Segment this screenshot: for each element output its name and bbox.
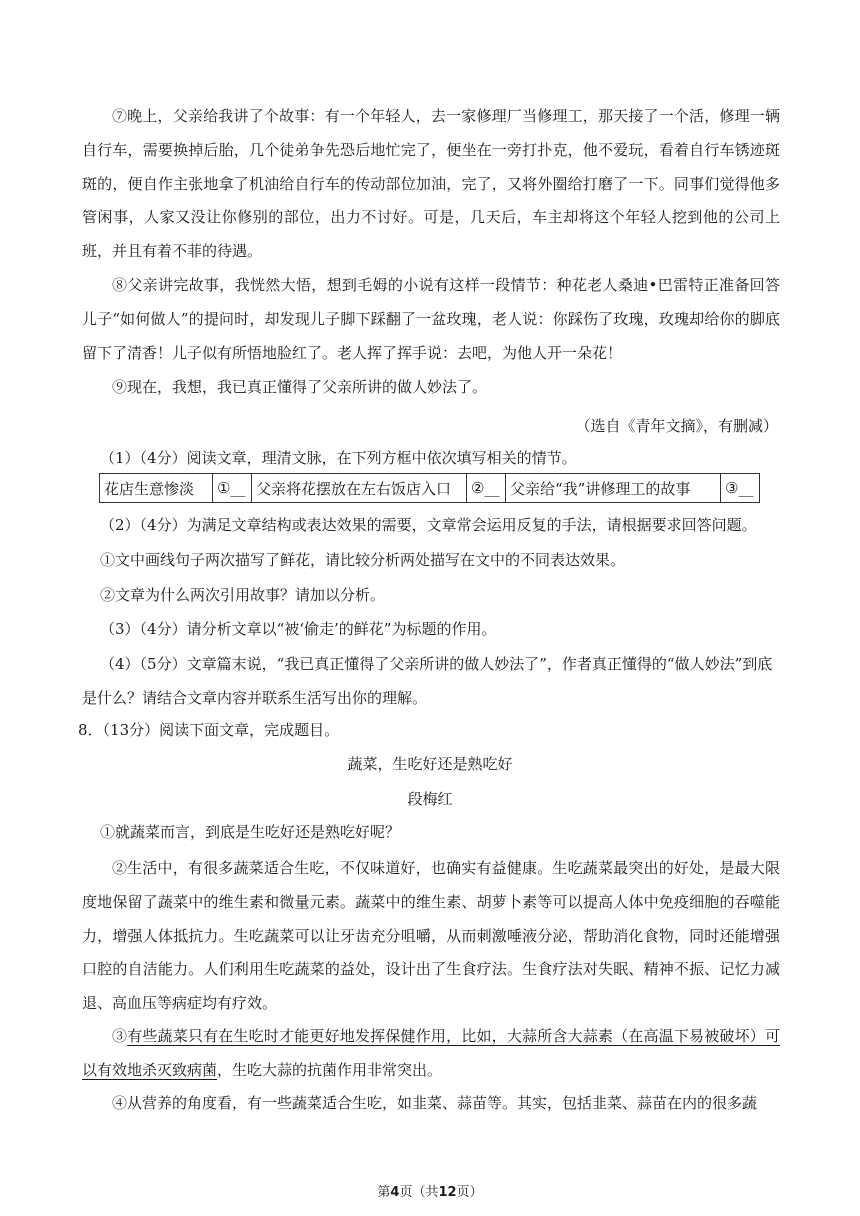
question-8-heading: 8．（13分）阅读下面文章，完成题目。	[78, 721, 340, 739]
page-footer	[0, 1181, 860, 1200]
question-2-part-1: ①文中画线句子两次描写了鲜花，请比较分析两处描写在文中的不同表达效果。	[100, 551, 626, 569]
question-2: （2）（4分）为满足文章结构或表达效果的需要，文章常会运用反复的手法，请根据要求回答问题。	[100, 516, 757, 534]
plot-flow-table	[99, 473, 760, 503]
paragraph-8: ⑧父亲讲完故事，我恍然大悟，想到毛姆的小说有这样一段情节：种花老人桑迪•巴雷特正准备回答儿子“如何做人”的提问时，却发现儿子脚下踩翻了一盆玫瑰，老人说：你踩伤了玫瑰，玫瑰却给你的脚底留下了清香！儿子似有所悟地脸红了。老人挥了挥手说：去吧，为他人开一朵花！	[82, 276, 780, 362]
paragraph-3-number: ③	[112, 1027, 128, 1045]
paragraph-3-rest: ，生吃大蒜的抗菌作用非常突出。	[217, 1060, 443, 1079]
flow-cell-1: 花店生意惨淡	[100, 474, 213, 503]
underlined-sentence: 有些蔬菜只有在生吃时才能更好地发挥保健作用，比如，大蒜所含大蒜素（在高温下易被破坏）可以有效地杀灭致病菌	[82, 1027, 780, 1079]
total-page-count: 12	[438, 1185, 457, 1200]
current-page-number: 4	[390, 1185, 400, 1200]
article-paragraph-2: ②生活中，有很多蔬菜适合生吃，不仅味道好，也确实有益健康。生吃蔬菜最突出的好处，是最大限度地保留了蔬菜中的维生素和微量元素。蔬菜中的维生素、胡萝卜素等可以提高人体中免疫细胞的吞噬能力，增强人体抵抗力。生吃蔬菜可以让牙齿充分咀嚼，从而刺激唾液分泌，帮助消化食物，同时还能增强口腔的自洁能力。人们利用生吃蔬菜的益处，设计出了生食疗法。生食疗法对失眠、精神不振、记忆力减退、高血压等病症均有疗效。	[82, 859, 780, 1013]
flow-blank-1[interactable]: ①__	[213, 474, 252, 503]
source-note: （选自《青年文摘》，有删减）	[575, 417, 778, 435]
question-4: （4）（5分）文章篇末说，“我已真正懂得了父亲所讲的做人妙法了”，作者真正懂得的“做人妙法”到底是什么？请结合文章内容并联系生活写出你的理解。	[82, 655, 773, 707]
article-paragraph-4: ④从营养的角度看，有一些蔬菜适合生吃，如韭菜、蒜苗等。其实，包括韭菜、蒜苗在内的很多蔬	[112, 1094, 758, 1112]
paragraph-9: ⑨现在，我想，我已真正懂得了父亲所讲的做人妙法了。	[112, 378, 488, 396]
flow-cell-2: 父亲将花摆放在左右饭店入口	[252, 474, 467, 503]
flow-blank-3[interactable]: ③__	[721, 474, 760, 503]
flow-cell-3: 父亲给“我”讲修理工的故事	[506, 474, 721, 503]
question-1: （1）（4分）阅读文章，理清文脉，在下列方框中依次填写相关的情节。	[100, 449, 577, 467]
article-paragraph-3	[82, 1020, 780, 1088]
footer-suffix: 页）	[456, 1185, 483, 1200]
article-author: 段梅红	[407, 790, 453, 808]
paragraph-7: ⑦晚上，父亲给我讲了个故事：有一个年轻人，去一家修理厂当修理工，那天接了一个活，修理一辆自行车，需要换掉后胎，几个徒弟争先恐后地忙完了，便坐在一旁打扑克，他不爱玩，看着自行车锈迹斑斑的，便自作主张地拿了机油给自行车的传动部位加油，完了，又将外圈给打磨了一下。同事们觉得他多管闲事，人家又没让你修别的部位，出力不讨好。可是，几天后，车主却将这个年轻人挖到他的公司上班，并且有着不菲的待遇。	[82, 107, 780, 261]
question-3: （3）（4分）请分析文章以“被‘偷走’的鲜花”为标题的作用。	[100, 620, 497, 638]
footer-middle: 页（共	[399, 1185, 439, 1200]
article-title: 蔬菜，生吃好还是熟吃好	[347, 755, 513, 773]
footer-prefix: 第	[377, 1185, 391, 1200]
flow-blank-2[interactable]: ②__	[467, 474, 506, 503]
article-paragraph-1: ①就蔬菜而言，到底是生吃好还是熟吃好呢？	[100, 823, 401, 841]
question-2-part-2: ②文章为什么两次引用故事？请加以分析。	[100, 586, 386, 604]
